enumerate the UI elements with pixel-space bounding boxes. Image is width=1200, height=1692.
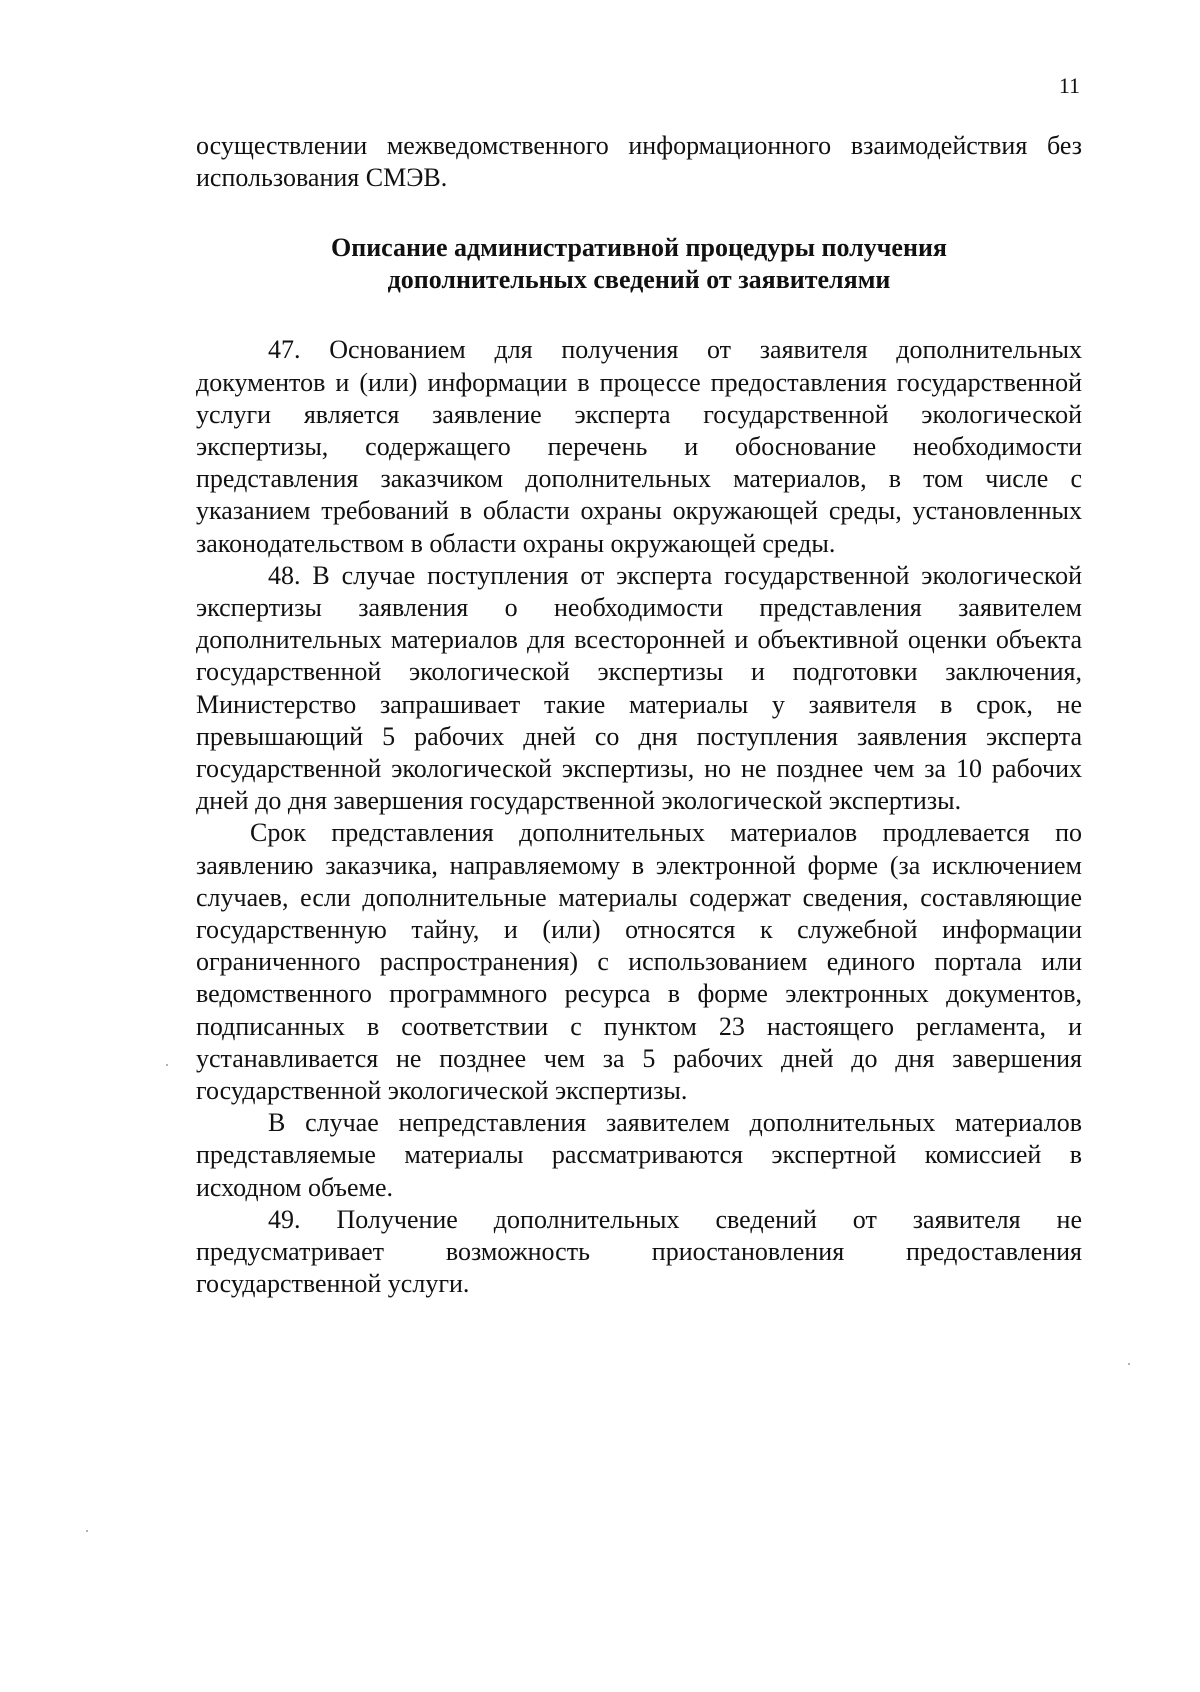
page-number: 11 (1058, 73, 1080, 98)
section-heading-line-2: дополнительных сведений от заявителями (387, 265, 891, 295)
paragraph-49: 49. Получение дополнительных сведений от заявителя не предусматривает возможность приостановления предоставления государственной услуги. (196, 1204, 1082, 1299)
scan-speck (1128, 1363, 1130, 1365)
scan-speck (166, 1064, 168, 1066)
section-heading (196, 232, 1082, 296)
section-heading-line-1: Описание административной процедуры получения (330, 233, 947, 263)
intro-paragraph: осуществлении межведомственного информационного взаимодействия без использования СМЭВ. (196, 131, 1082, 193)
document-body (196, 130, 1082, 1301)
paragraph-extension-term: Срок представления дополнительных материалов продлевается по заявлению заказчика, направляемому в электронной форме (за исключением случаев, если дополнительные материалы содержат сведения, составляющие государственную тайну, и (или) относятся к служебной информации ограниченного распространения) с использованием единого портала или ведомственного программного ресурса в форме электронных документов, подписанных в соответствии с пунктом 23 настоящего регламента, и устанавливается не позднее чем за 5 рабочих дней до дня завершения государственной экологической экспертизы. (196, 818, 1082, 1106)
paragraph-non-submission: В случае непредставления заявителем дополнительных материалов представляемые материалы рассматриваются экспертной комиссией в исходном объеме. (196, 1108, 1082, 1202)
paragraph-47: 47. Основанием для получения от заявителя дополнительных документов и (или) информации в процессе предоставления государственной услуги является заявление эксперта государственной экологической экспертизы, содержащего перечень и обоснование необходимости представления заказчиком дополнительных материалов, в том числе с указанием требований в области охраны окружающей среды, установленных законодательством в области охраны окружающей среды. (196, 335, 1082, 558)
paragraph-48: 48. В случае поступления от эксперта государственной экологической экспертизы заявления о необходимости представления заявителем дополнительных материалов для всесторонней и объективной оценки объекта государственной экологической экспертизы и подготовки заключения, Министерство запрашивает такие материалы у заявителя в срок, не превышающий 5 рабочих дней со дня поступления заявления эксперта государственной экологической экспертизы, но не позднее чем за 10 рабочих дней до дня завершения государственной экологической экспертизы. (196, 560, 1082, 816)
scan-speck (86, 1530, 88, 1532)
